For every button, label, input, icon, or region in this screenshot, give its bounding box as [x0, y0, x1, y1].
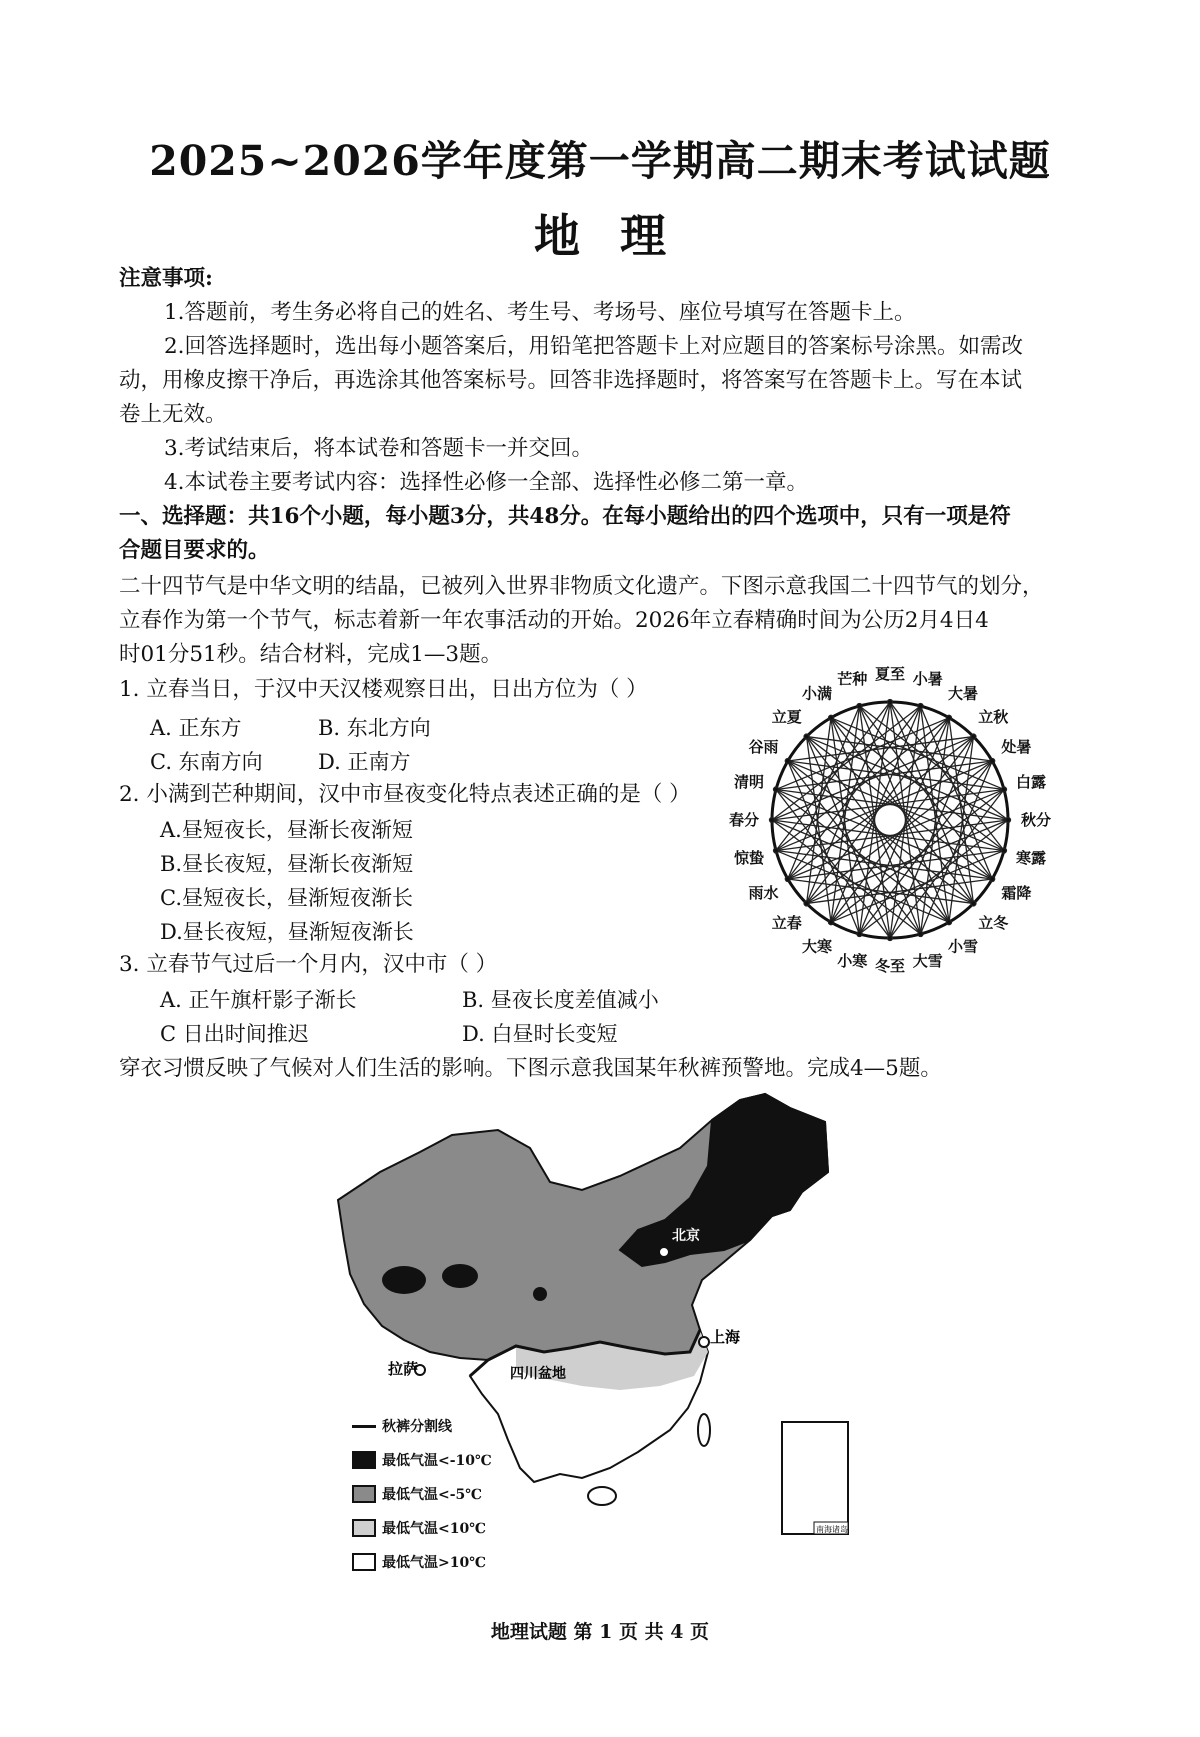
label-shanghai: 上海: [710, 1328, 741, 1346]
material-1-line-3: 时01分51秒。结合材料，完成1—3题。: [119, 642, 503, 667]
solar-term-label: 霜降: [1001, 884, 1032, 902]
beijing-marker: [659, 1247, 669, 1257]
term-point: [888, 936, 893, 941]
term-point: [770, 818, 775, 823]
solar-term-label: 大寒: [801, 937, 833, 956]
term-point: [804, 901, 809, 906]
q1-option-a[interactable]: A. 正东方: [150, 716, 242, 740]
solar-term-label: 夏至: [874, 665, 906, 683]
term-point: [971, 734, 976, 739]
legend-below-10: 最低气温<10℃: [352, 1516, 492, 1540]
legend-below-minus10: 最低气温<-10℃: [352, 1448, 492, 1472]
q3-option-c[interactable]: C 日出时间推迟: [160, 1022, 309, 1046]
solar-term-label: 立春: [771, 914, 802, 933]
term-point: [857, 704, 862, 709]
q3-option-a[interactable]: A. 正午旗杆影子渐长: [160, 988, 357, 1012]
solar-term-label: 小寒: [837, 952, 868, 971]
term-point: [888, 700, 893, 705]
term-point: [990, 877, 995, 882]
q1-option-d[interactable]: D. 正南方: [318, 750, 411, 774]
solar-term-label: 秋分: [1020, 811, 1052, 829]
notice-item-3: 3.考试结束后，将本试卷和答题卡一并交回。: [164, 436, 594, 461]
q2-option-b[interactable]: B.昼长夜短，昼渐长夜渐短: [160, 852, 414, 876]
term-point: [947, 715, 952, 720]
solar-term-label: 惊蛰: [733, 848, 764, 867]
term-point: [774, 787, 779, 792]
term-point: [990, 759, 995, 764]
map-dark-dot: [533, 1287, 547, 1301]
q2-option-a[interactable]: A.昼短夜长，昼渐长夜渐短: [160, 818, 413, 842]
q3-option-b[interactable]: B. 昼夜长度差值减小: [462, 988, 659, 1012]
solar-term-label: 小暑: [912, 669, 943, 688]
solar-term-label: 春分: [728, 811, 760, 829]
term-point: [1006, 818, 1011, 823]
solar-term-label: 大雪: [912, 952, 943, 971]
term-point: [857, 931, 862, 936]
term-point: [971, 901, 976, 906]
notice-item-2: 2.回答选择题时，选出每小题答案后，用铅笔把答题卡上对应题目的答案标号涂黑。如需改: [164, 334, 1024, 359]
page-footer: 地理试题 第 1 页 共 4 页: [490, 1621, 710, 1643]
legend-dividing-line: 秋裤分割线: [352, 1414, 492, 1438]
q2-stem: 2. 小满到芒种期间，汉中市昼夜变化特点表述正确的是（ ）: [119, 782, 691, 807]
solar-term-label: 雨水: [748, 884, 779, 902]
solar-term-label: 立冬: [978, 914, 1009, 933]
term-point: [918, 931, 923, 936]
q2-option-d[interactable]: D.昼长夜短，昼渐短夜渐长: [160, 920, 414, 944]
term-point: [1001, 848, 1006, 853]
q1-option-c[interactable]: C. 东南方向: [150, 750, 263, 774]
notice-item-2-end: 卷上无效。: [119, 402, 227, 427]
q1-option-b[interactable]: B. 东北方向: [318, 716, 431, 740]
notice-item-2-cont: 动，用橡皮擦干净后，再选涂其他答案标号。回答非选择题时，将答案写在答题卡上。写在本试: [119, 368, 1023, 393]
material-1-line-1: 二十四节气是中华文明的结晶，已被列入世界非物质文化遗产。下图示意我国二十四节气的划分，: [119, 574, 1044, 599]
map-dark-spot-west: [382, 1266, 426, 1294]
solar-term-label: 大暑: [947, 684, 979, 703]
exam-title: 2025~2026学年度第一学期高二期末考试试题: [149, 137, 1051, 185]
term-point: [785, 759, 790, 764]
solar-terms-diagram: [720, 660, 1060, 980]
solar-term-label: 立夏: [771, 707, 802, 726]
solar-term-label: 芒种: [837, 669, 868, 688]
label-sichuan: 四川盆地: [510, 1366, 566, 1382]
legend-above-10: 最低气温>10℃: [352, 1550, 492, 1574]
solar-term-label: 小满: [801, 684, 833, 703]
notice-item-4: 4.本试卷主要考试内容：选择性必修一全部、选择性必修二第一章。: [164, 470, 809, 495]
label-lhasa: 拉萨: [388, 1360, 419, 1378]
label-beijing: 北京: [672, 1228, 700, 1244]
legend-below-minus5: 最低气温<-5℃: [352, 1482, 492, 1506]
solar-term-label: 清明: [733, 773, 764, 792]
subject-title: 地理: [534, 209, 706, 263]
notice-item-1: 1.答题前，考生务必将自己的姓名、考生号、考场号、座位号填写在答题卡上。: [164, 300, 916, 325]
map-dark-spot-tibet: [442, 1264, 478, 1288]
map-hainan: [588, 1487, 616, 1505]
material-2-line: 穿衣习惯反映了气候对人们生活的影响。下图示意我国某年秋裤预警地。完成4—5题。: [119, 1056, 942, 1081]
term-point: [774, 848, 779, 853]
inset-label: 南海诸岛: [816, 1525, 848, 1534]
material-1-line-2: 立春作为第一个节气，标志着新一年农事活动的开始。2026年立春精确时间为公历2月4日4: [119, 608, 989, 633]
q1-stem: 1. 立春当日，于汉中天汉楼观察日出，日出方位为（ ）: [119, 677, 648, 702]
q3-stem: 3. 立春节气过后一个月内，汉中市（ ）: [119, 952, 498, 977]
map-taiwan: [698, 1414, 710, 1446]
term-point: [947, 920, 952, 925]
q2-option-c[interactable]: C.昼短夜长，昼渐短夜渐长: [160, 886, 413, 910]
notice-heading: 注意事项:: [119, 266, 213, 291]
q3-option-d[interactable]: D. 白昼时长变短: [462, 1022, 618, 1046]
term-point: [785, 877, 790, 882]
term-point: [918, 704, 923, 709]
shanghai-marker: [699, 1337, 709, 1347]
solar-term-label: 小雪: [947, 937, 979, 956]
solar-term-label: 寒露: [1016, 848, 1047, 867]
solar-term-label: 冬至: [874, 957, 906, 975]
map-legend: [352, 1414, 492, 1574]
solar-term-label: 立秋: [978, 707, 1009, 726]
solar-term-label: 处暑: [1001, 738, 1032, 756]
term-point: [1001, 787, 1006, 792]
section-heading-cont: 合题目要求的。: [119, 538, 270, 563]
term-point: [829, 715, 834, 720]
term-point: [829, 920, 834, 925]
term-point: [804, 734, 809, 739]
inset-box: [782, 1422, 848, 1534]
solar-term-label: 白露: [1016, 773, 1047, 792]
section-heading: 一、选择题：共16个小题，每小题3分，共48分。在每小题给出的四个选项中，只有一项是符: [119, 504, 1011, 529]
solar-term-label: 谷雨: [748, 738, 779, 756]
